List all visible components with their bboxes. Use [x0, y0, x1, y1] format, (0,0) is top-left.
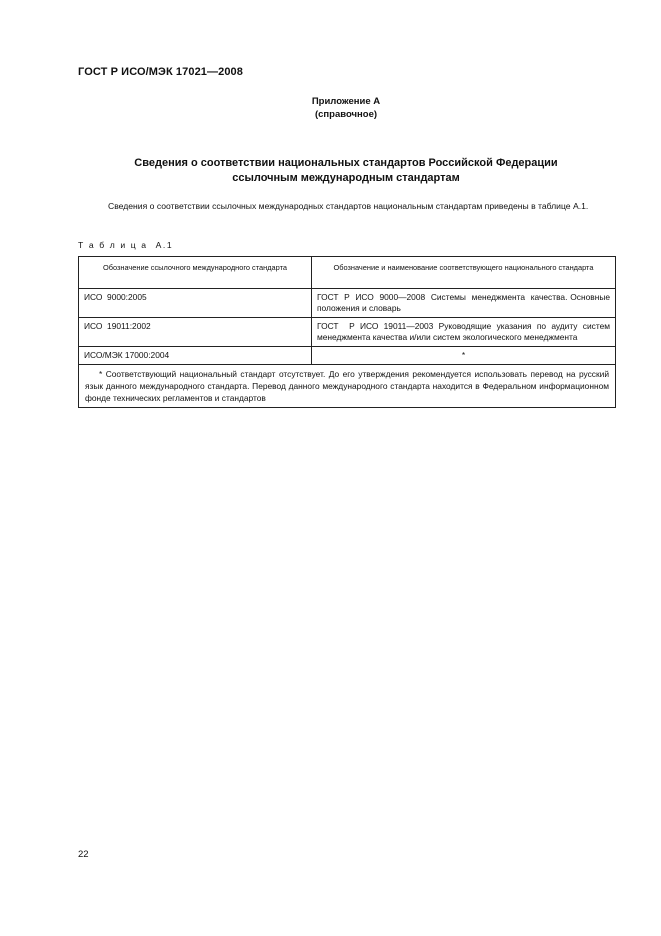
correspondence-table [78, 256, 616, 408]
annex-title [0, 156, 661, 186]
table-cell-national: ГОСТ Р ИСО 9000—2008 Системы менеджмента качества. Основные положения и словарь [312, 289, 616, 318]
table-cell-ref: ИСО/МЭК 17000:2004 [79, 347, 312, 365]
table-row [79, 318, 616, 347]
table-cell-national: * [312, 347, 616, 365]
column-header-international: Обозначение ссылочного международного стандарта [79, 257, 312, 289]
annex-heading [0, 95, 661, 121]
table-header-row [79, 257, 616, 289]
table-footnote-row [79, 365, 616, 408]
table-footnote [79, 365, 616, 408]
table-footnote-text: * Соответствующий национальный стандарт отсутствует. До его утверждения рекомендуется использовать перевод на русский язык данного международного стандарта. Перевод данного международного стандарта находится в Федеральном информационном фонде технических регламентов и стандартов [85, 369, 609, 403]
table-caption: Т а б л и ц а А.1 [78, 240, 174, 250]
document-header: ГОСТ Р ИСО/МЭК 17021—2008 [78, 66, 243, 78]
table-row [79, 347, 616, 365]
table-cell-ref: ИСО 9000:2005 [79, 289, 312, 318]
annex-title-line-2: ссылочным международным стандартам [232, 172, 460, 184]
annex-status: (справочное) [314, 109, 378, 120]
intro-paragraph: Сведения о соответствии ссылочных международных стандартов национальным стандартам приведены в таблице А.1. [108, 201, 589, 211]
table-cell-ref: ИСО 19011:2002 [79, 318, 312, 347]
table-cell-national: ГОСТ Р ИСО 19011—2003 Руководящие указания по аудиту систем менеджмента качества и/или систем экологического менеджмента [312, 318, 616, 347]
annex-label: Приложение А [311, 96, 381, 107]
annex-title-line-1: Сведения о соответствии национальных стандартов Российской Федерации [134, 157, 558, 169]
table-row [79, 289, 616, 318]
page-number: 22 [78, 849, 89, 860]
column-header-national: Обозначение и наименование соответствующего национального стандарта [312, 257, 616, 289]
